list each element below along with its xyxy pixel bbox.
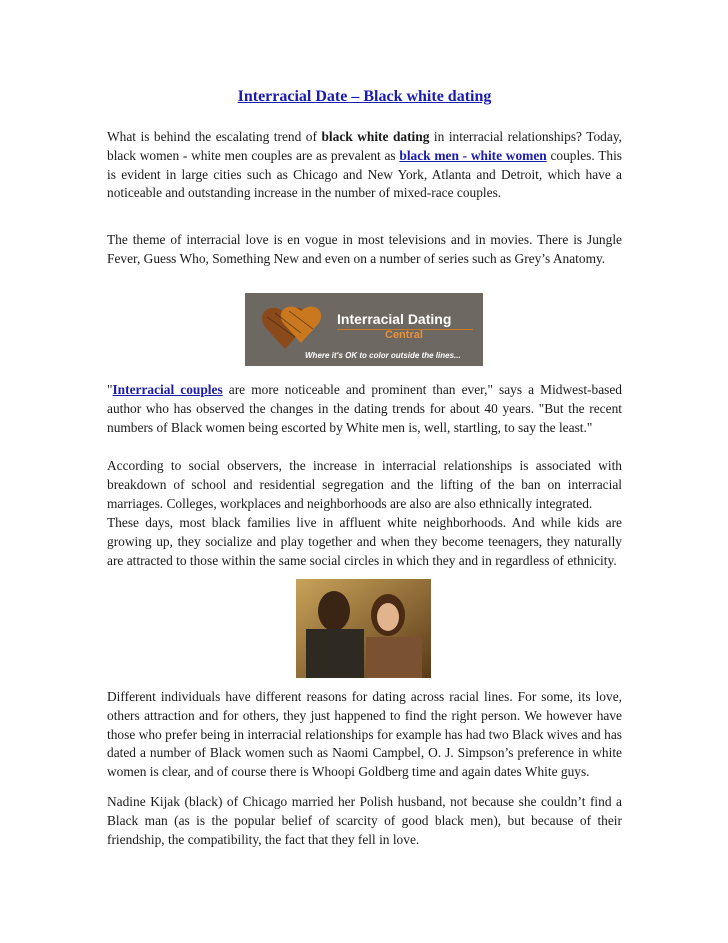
bold-keyword: black white dating [321,129,430,144]
black-men-white-women-link[interactable]: black men - white women [399,147,547,163]
paragraph-black-families: These days, most black families live in affluent white neighborhoods. And while kids are growing up, they socialize and play together and when they become teenagers, they naturally are attracted to those within the same social circles in which they and in regardless of ethnicity. [107,515,622,568]
couple-photo [296,579,431,678]
logo-title: Interracial Dating [337,311,452,327]
logo-tagline: Where it's OK to color outside the lines... [305,351,461,360]
paragraph-intro: What is behind the escalating trend of black white dating in interracial relationships? Today, black women - white men couples are as prevalent as black men - white women couples. This is evident in large cities such as Chicago and New York, Atlanta and Detroit, which have a noticeable and outstanding increase in the number of mixed-race couples. [107,129,622,201]
paragraph-theme: The theme of interracial love is en vogue in most televisions and in movies. There is Jungle Fever, Guess Who, Something New and even on a number of series such as Grey’s Anatomy. [107,232,622,266]
couple-photo-image [296,579,431,678]
interracial-couples-link[interactable]: Interracial couples [112,382,223,397]
paragraph-reasons: Different individuals have different reasons for dating across racial lines. For some, its love, others attraction and for others, they just happened to find the right person. We however have those who prefer being in interracial relationships for example has had two Black wives and has dated a number of Black women such as Naomi Campbel, O. J. Simpson’s preference in white women is clear, and of course there is Whoopi Goldberg time and again dates White guys. [107,689,622,780]
interracial-dating-central-logo [245,293,483,366]
paragraph-social-observers: According to social observers, the increase in interracial relationships is associated with breakdown of school and residential segregation and the lifting of the ban on interracial marriages. Colleges, workplaces and neighborhoods are also are also ethnically integrated. [107,458,622,511]
logo-subtitle: Central [385,329,423,341]
paragraph-nadine: Nadine Kijak (black) of Chicago married her Polish husband, not because she couldn’t find a Black man (as is the popular belief of scarcity of good black men), but because of their friendship, the compatibility, the fact that they fell in love. [107,794,622,847]
title-link[interactable]: Interracial Date – Black white dating [237,88,492,105]
paragraph-interracial-couples: "Interracial couples are more noticeable and prominent than ever," says a Midwest-based author who has observed the changes in the dating trends for about 40 years. "But the recent numbers of Black women being escorted by White men is, well, startling, to say the least." [107,382,622,435]
page-title[interactable] [107,88,622,106]
